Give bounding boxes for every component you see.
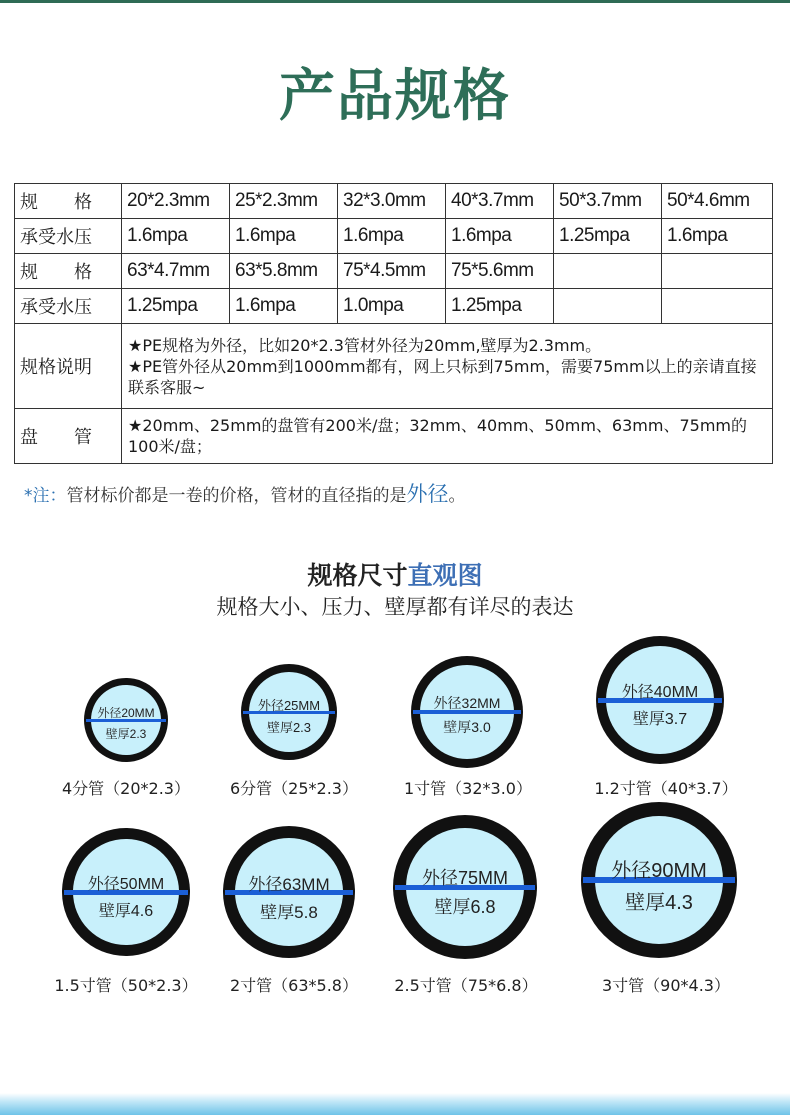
wall-thickness-label: 壁厚2.3 (266, 719, 312, 735)
wall-thickness-label: 壁厚4.6 (98, 902, 154, 920)
pipe-size-label: 1.5寸管（50*2.3） (54, 976, 198, 995)
wall-thickness-label: 壁厚2.3 (105, 726, 147, 741)
table-cell: 1.6mpa (230, 219, 338, 254)
table-cell: 50*3.7mm (554, 184, 662, 219)
outer-diameter-label: 外径50MM (87, 875, 165, 893)
wall-thickness-label: 壁厚3.0 (443, 719, 491, 735)
outer-diameter-label: 外径63MM (248, 874, 330, 894)
pipe-cross-section (241, 664, 337, 760)
table-cell: 25*2.3mm (230, 184, 338, 219)
pipe-size-label: 6分管（25*2.3） (230, 779, 358, 798)
table-cell: 1.25mpa (122, 289, 230, 324)
table-cell: 1.25mpa (554, 219, 662, 254)
pipe-size-label: 3寸管（90*4.3） (602, 976, 730, 995)
wall-thickness-label: 壁厚3.7 (632, 710, 688, 728)
wall-thickness-label: 壁厚4.3 (625, 892, 693, 914)
outer-diameter-label: 外径75MM (421, 867, 508, 888)
table-cell (554, 254, 662, 289)
wall-thickness-label: 壁厚6.8 (434, 896, 496, 917)
spec-note-line: ★PE规格为外径，比如20*2.3管材外径为20mm,壁厚为2.3mm。 (128, 335, 602, 355)
table-cell: 50*4.6mm (662, 184, 773, 219)
pipe-size-label: 4分管（20*2.3） (62, 779, 190, 798)
table-cell: 1.6mpa (230, 289, 338, 324)
table-cell: 1.6mpa (662, 219, 773, 254)
spec-table (14, 183, 773, 464)
pipe-size-label: 1.2寸管（40*3.7） (594, 779, 738, 798)
table-cell: 1.6mpa (338, 219, 446, 254)
table-cell: 75*5.6mm (446, 254, 554, 289)
footnote-highlight: 外径 (406, 482, 449, 506)
footnote-prefix: *注： (24, 486, 67, 506)
table-cell: 1.25mpa (446, 289, 554, 324)
table-cell: 1.6mpa (446, 219, 554, 254)
diagram-title-blue: 直观图 (407, 561, 483, 590)
table-cell: 32*3.0mm (338, 184, 446, 219)
pipe-cross-section (223, 826, 355, 958)
pipe-cross-section (393, 815, 537, 959)
outer-diameter-label: 外径90MM (611, 860, 707, 882)
table-row (15, 254, 773, 289)
pipe-size-label: 2寸管（63*5.8） (230, 976, 358, 995)
table-cell: 63*5.8mm (230, 254, 338, 289)
table-cell (662, 289, 773, 324)
table-row (15, 409, 773, 464)
row-header: 承受水压 (15, 219, 122, 254)
spec-note-cell (122, 324, 773, 409)
pipe-cross-section (596, 636, 724, 764)
table-cell: 1.6mpa (122, 219, 230, 254)
table-cell: 20*2.3mm (122, 184, 230, 219)
page-title: 产品规格 (279, 64, 511, 129)
table-row (15, 324, 773, 409)
pipe-size-label: 2.5寸管（75*6.8） (394, 976, 538, 995)
outer-diameter-label: 外径25MM (257, 697, 321, 713)
table-row (15, 219, 773, 254)
table-row (15, 289, 773, 324)
footnote (24, 478, 466, 508)
row-header: 盘 管 (15, 409, 122, 464)
spec-note-line: ★PE管外径从20mm到1000mm都有，网上只标到75mm，需要75mm以上的亲请直接联系客服~ (128, 356, 757, 397)
pipe-cross-section (84, 678, 168, 762)
wall-thickness-label: 壁厚5.8 (260, 902, 318, 922)
diagram-title (0, 556, 790, 592)
diagram-title-black: 规格尺寸 (307, 561, 408, 590)
pipe-cross-section (62, 828, 190, 956)
footnote-text: 管材标价都是一卷的价格，管材的直径指的是 (66, 486, 407, 506)
table-cell (554, 289, 662, 324)
row-header: 承受水压 (15, 289, 122, 324)
row-header: 规格说明 (15, 324, 122, 409)
pipe-cross-section (581, 802, 737, 958)
diagram-caption: 规格大小、压力、壁厚都有详尽的表达 (216, 595, 574, 619)
top-rule (0, 0, 790, 3)
table-cell: 75*4.5mm (338, 254, 446, 289)
table-cell (662, 254, 773, 289)
footnote-end: 。 (448, 486, 466, 506)
outer-diameter-label: 外径20MM (97, 705, 155, 720)
outer-diameter-label: 外径40MM (621, 683, 699, 701)
coil-cell: ★20mm、25mm的盘管有200米/盘；32mm、40mm、50mm、63mm、75mm的100米/盘； (122, 409, 773, 464)
table-row (15, 184, 773, 219)
outer-diameter-label: 外径32MM (433, 695, 501, 711)
row-header: 规 格 (15, 254, 122, 289)
table-cell: 1.0mpa (338, 289, 446, 324)
table-cell: 63*4.7mm (122, 254, 230, 289)
row-header: 规 格 (15, 184, 122, 219)
pipe-cross-section (411, 656, 523, 768)
table-cell: 40*3.7mm (446, 184, 554, 219)
pipe-size-label: 1寸管（32*3.0） (404, 779, 532, 798)
bottom-band (0, 1093, 790, 1115)
